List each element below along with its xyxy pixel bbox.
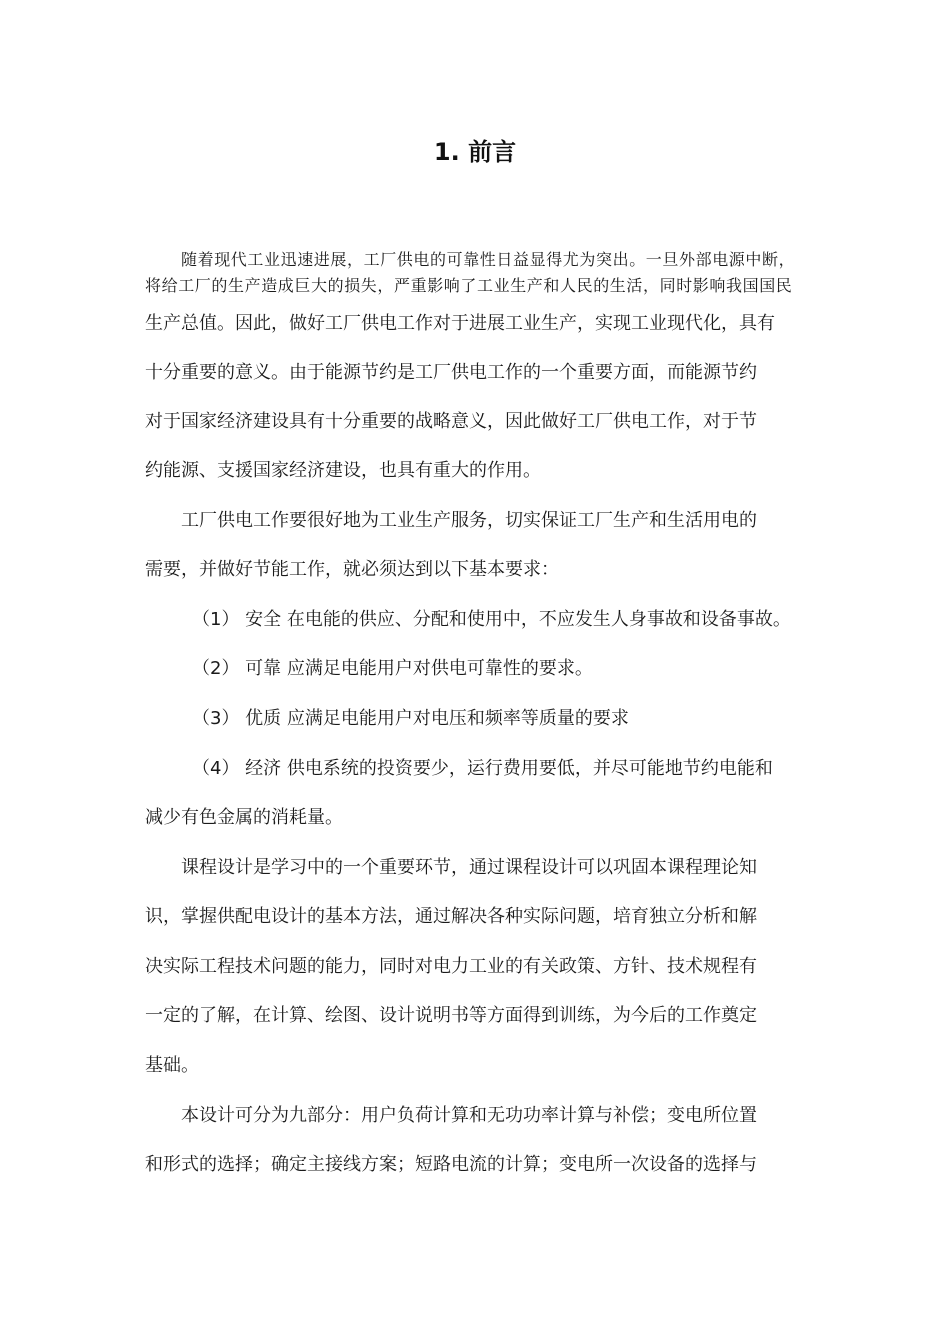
paragraph-line: 识，掌握供配电设计的基本方法，通过解决各种实际问题，培育独立分析和解 [145,906,757,927]
requirement-item: （4） 经济 供电系统的投资要少，运行费用要低，并尽可能地节约电能和 [192,758,773,779]
paragraph-line: 随着现代工业迅速进展，工厂供电的可靠性日益显得尤为突出。一旦外部电源中断， [181,250,796,269]
requirement-item: （2） 可靠 应满足电能用户对供电可靠性的要求。 [192,658,593,679]
paragraph-line: 对于国家经济建设具有十分重要的战略意义，因此做好工厂供电工作，对于节 [145,411,757,432]
paragraph-line: 十分重要的意义。由于能源节约是工厂供电工作的一个重要方面，而能源节约 [145,362,757,383]
paragraph-line: 减少有色金属的消耗量。 [145,807,343,828]
paragraph-line: 一定的了解，在计算、绘图、设计说明书等方面得到训练，为今后的工作奠定 [145,1005,757,1026]
page-title: 1. 前言 [433,138,517,166]
paragraph-line: 工厂供电工作要很好地为工业生产服务，切实保证工厂生产和生活用电的 [181,510,757,531]
paragraph-line: 课程设计是学习中的一个重要环节，通过课程设计可以巩固本课程理论知 [181,857,757,878]
paragraph-line: 本设计可分为九部分：用户负荷计算和无功功率计算与补偿；变电所位置 [181,1105,757,1126]
paragraph-line: 和形式的选择；确定主接线方案；短路电流的计算；变电所一次设备的选择与 [145,1154,757,1175]
paragraph-line: 生产总值。因此，做好工厂供电工作对于进展工业生产，实现工业现代化，具有 [145,313,775,334]
paragraph-line: 基础。 [145,1055,199,1076]
paragraph-line: 决实际工程技术问题的能力，同时对电力工业的有关政策、方针、技术规程有 [145,956,757,977]
paragraph-line: 将给工厂的生产造成巨大的损失，严重影响了工业生产和人民的生活，同时影响我国国民 [145,276,793,295]
requirement-item: （1） 安全 在电能的供应、分配和使用中，不应发生人身事故和设备事故。 [192,609,791,630]
paragraph-line: 需要，并做好节能工作，就必须达到以下基本要求： [145,559,559,580]
requirement-item: （3） 优质 应满足电能用户对电压和频率等质量的要求 [192,708,629,729]
paragraph-line: 约能源、支援国家经济建设，也具有重大的作用。 [145,460,541,481]
